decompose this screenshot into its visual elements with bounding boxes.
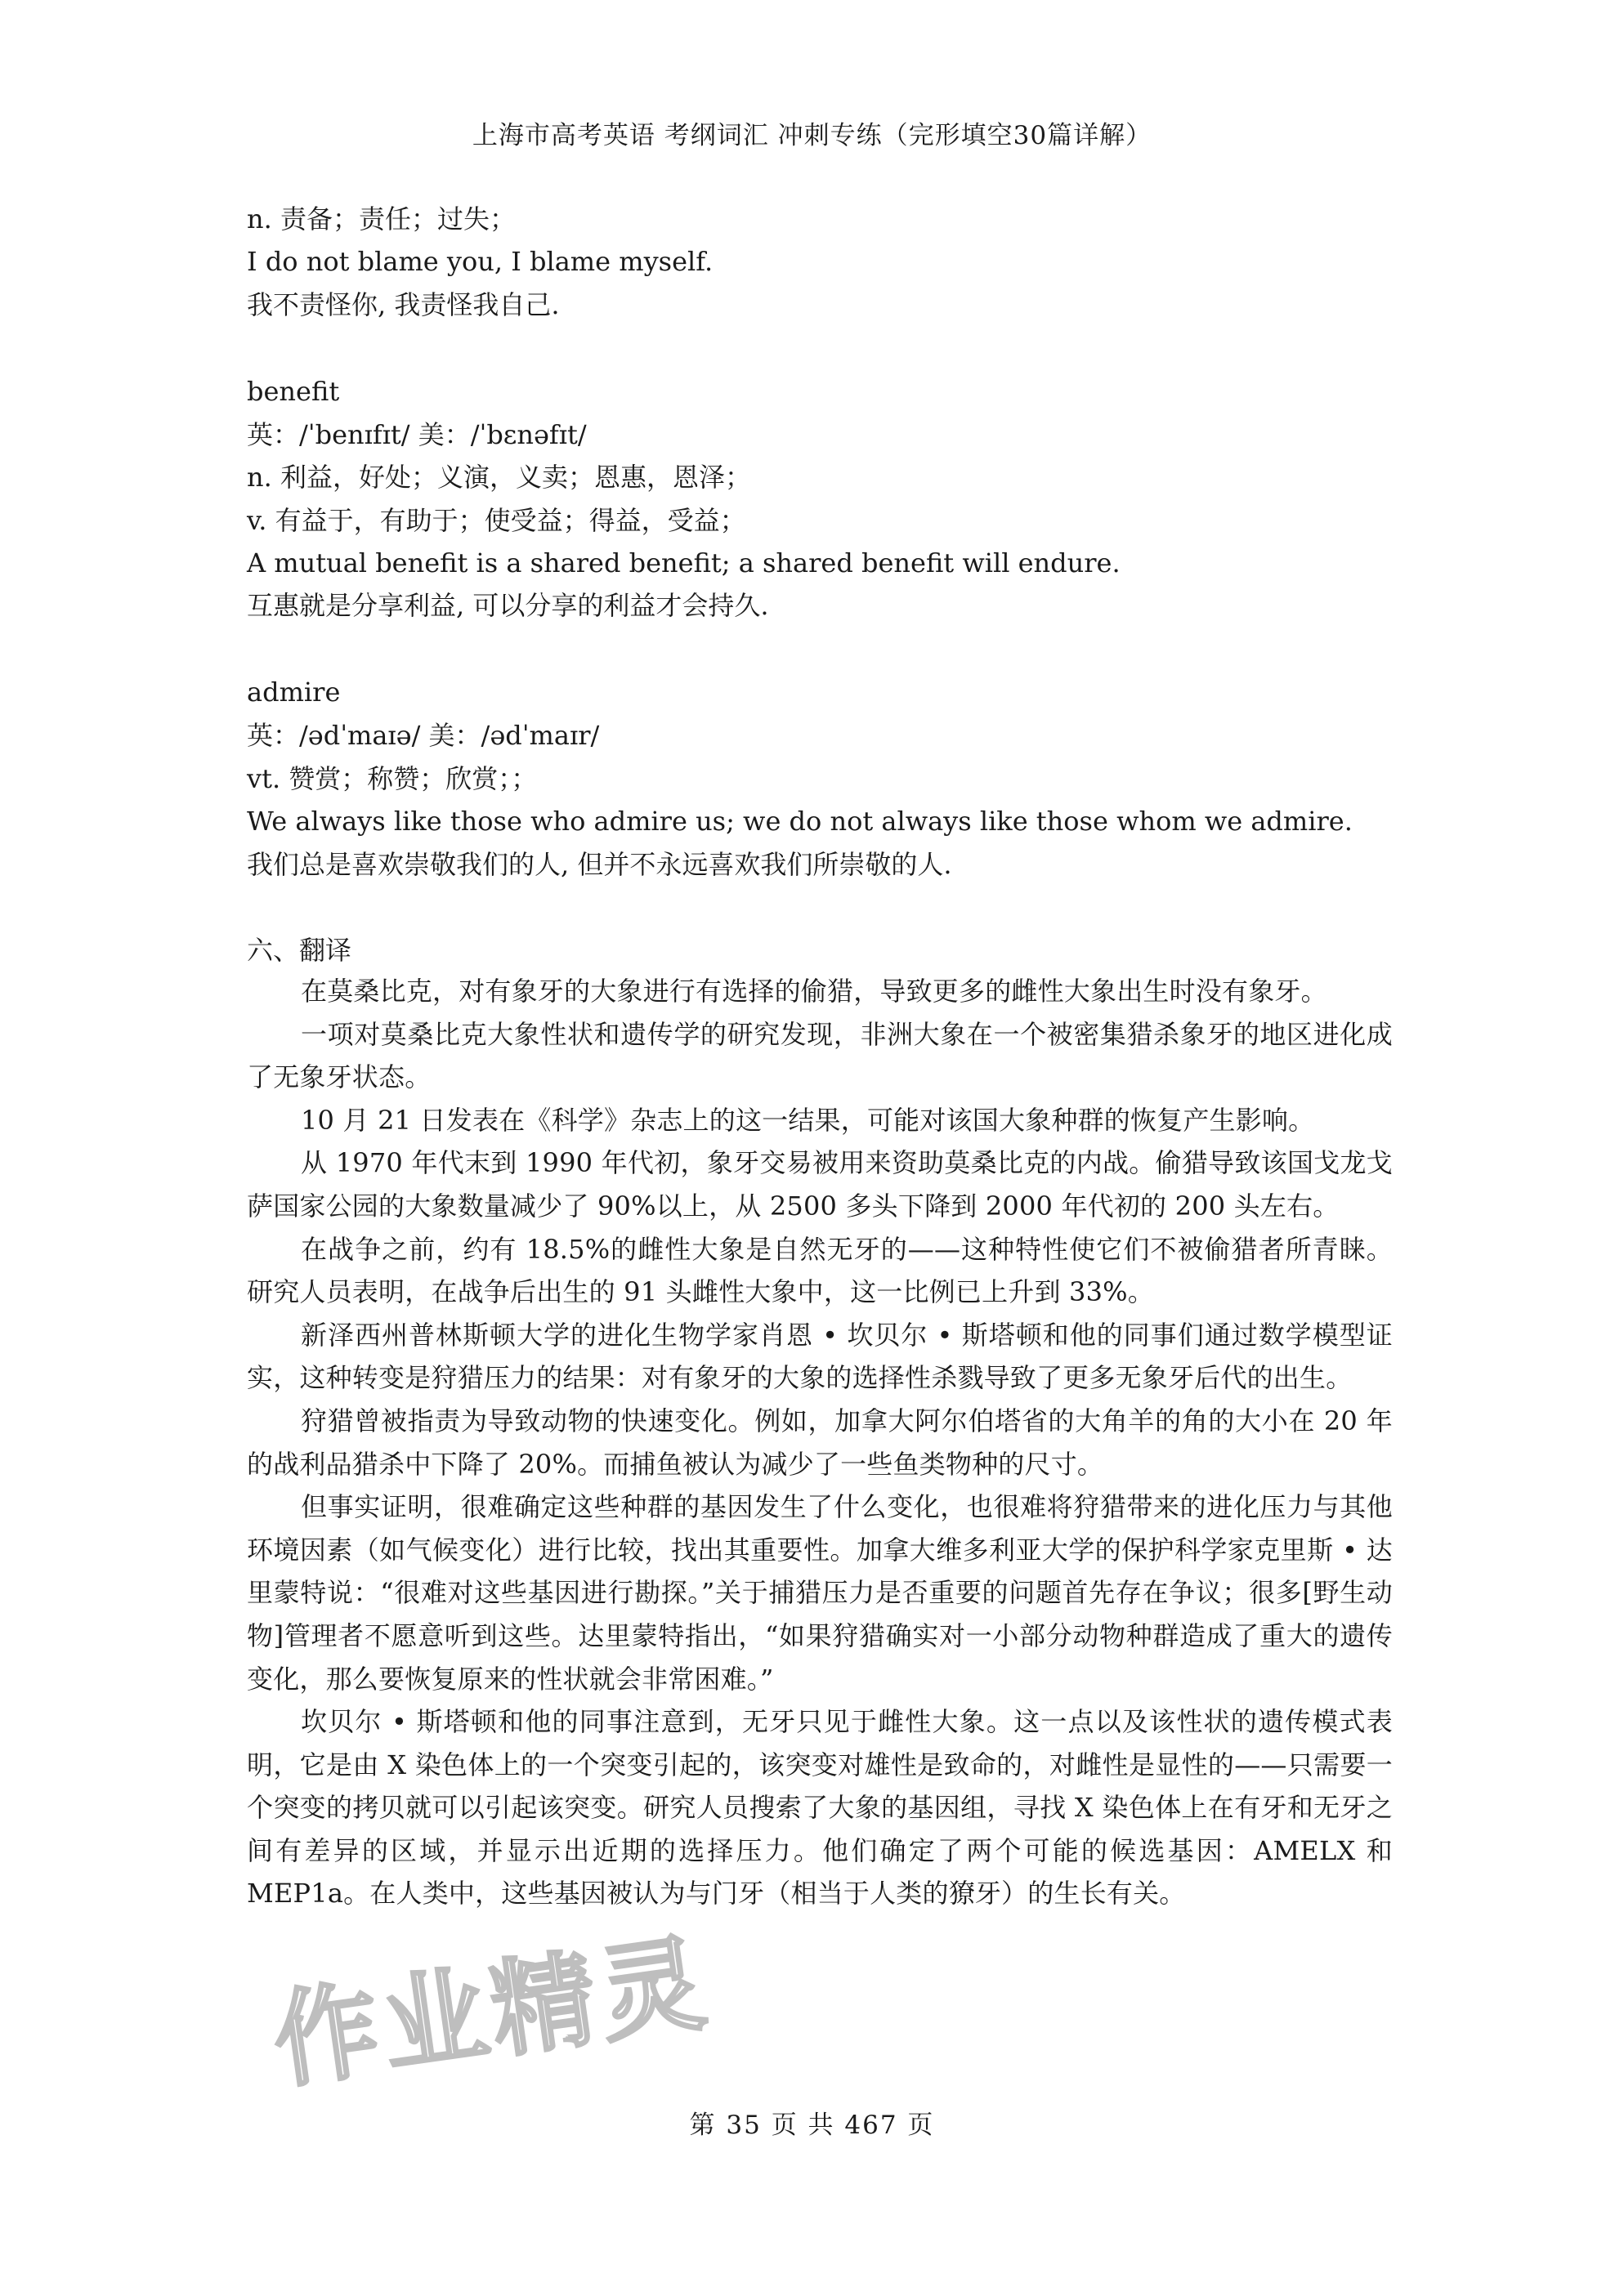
translation-paragraph: 从 1970 年代末到 1990 年代初，象牙交易被用来资助莫桑比克的内战。偷猎导致该国戈龙戈萨国家公园的大象数量减少了 90%以上，从 2500 多头下降到 2000 年代初的 200 头左右。 [247,1147,1393,1222]
blame-example-en: I do not blame you, I blame myself. [247,246,714,277]
translation-paragraph: 10 月 21 日发表在《科学》杂志上的这一结果，可能对该国大象种群的恢复产生影响。 [301,1104,1315,1136]
blame-example-zh: 我不责怪你, 我责怪我自己. [247,289,560,320]
watermark-logo: 作业精灵 [266,1922,718,2104]
translation-paragraph: 一项对莫桑比克大象性状和遗传学的研究发现，非洲大象在一个被密集猎杀象牙的地区进化成了无象牙状态。 [247,1018,1393,1093]
translation-paragraph: 坎贝尔 • 斯塔顿和他的同事注意到，无牙只见于雌性大象。这一点以及该性状的遗传模式表明，它是由 X 染色体上的一个突变引起的，该突变对雄性是致命的，对雌性是显性的——只需要一个突变的拷贝就可以引起该突变。研究人员搜索了大象的基因组，寻找 X 染色体上在有牙和无牙之间有差异的区域，并显示出近期的选择压力。他们确定了两个可能的候选基因：AMELX 和 MEP1a。在人类中，这些基因被认为与门牙（相当于人类的獠牙）的生长有关。 [247,1706,1393,1910]
benefit-example-zh: 互惠就是分享利益, 可以分享的利益才会持久. [247,590,769,621]
admire-example-en: We always like those who admire us; we do not always like those whom we admire. [247,806,1353,837]
page-number: 第 35 页 共 467 页 [689,2111,935,2140]
translation-body [247,970,1393,1915]
page-header: 上海市高考英语 考纲词汇 冲刺专练（完形填空30篇详解） [472,121,1152,150]
translation-paragraph: 在战争之前，约有 18.5%的雌性大象是自然无牙的——这种特性使它们不被偷猎者所青睐。研究人员表明，在战争后出生的 91 头雌性大象中，这一比例已上升到 33%。 [247,1233,1393,1308]
admire-meaning-vt: vt. 赞赏；称赞；欣赏；； [247,763,538,794]
benefit-meaning-n: n. 利益，好处；义演，义卖；恩惠，恩泽； [247,462,751,493]
translation-paragraph: 新泽西州普林斯顿大学的进化生物学家肖恩 • 坎贝尔 • 斯塔顿和他的同事们通过数学模型证实，这种转变是狩猎压力的结果：对有象牙的大象的选择性杀戮导致了更多无象牙后代的出生。 [247,1319,1393,1394]
translation-paragraph: 但事实证明，很难确定这些种群的基因发生了什么变化，也很难将狩猎带来的进化压力与其他环境因素（如气候变化）进行比较，找出其重要性。加拿大维多利亚大学的保护科学家克里斯 • 达里蒙特说：“很难对这些基因进行勘探。”关于捕猎压力是否重要的问题首先存在争议；很多[野生动物]管理者不愿意听到这些。达里蒙特指出，“如果狩猎确实对一小部分动物种群造成了重大的遗传变化，那么要恢复原来的性状就会非常困难。” [247,1491,1393,1695]
translation-heading: 六、翻译 [247,935,352,966]
translation-paragraph: 狩猎曾被指责为导致动物的快速变化。例如，加拿大阿尔伯塔省的大角羊的角的大小在 20 年的战利品猎杀中下降了 20%。而捕鱼被认为减少了一些鱼类物种的尺寸。 [247,1405,1393,1480]
admire-phonetic: 英：/ədˈmaɪə/ 美：/ədˈmaɪr/ [247,720,600,751]
benefit-example-en: A mutual benefit is a shared benefit; a shared benefit will endure. [247,547,1121,578]
blame-meaning-n: n. 责备；责任；过失； [247,203,516,235]
admire-example-zh: 我们总是喜欢崇敬我们的人, 但并不永远喜欢我们所崇敬的人. [247,849,952,880]
admire-word: admire [247,677,341,708]
benefit-word: benefit [247,376,340,407]
translation-paragraph: 在莫桑比克，对有象牙的大象进行有选择的偷猎，导致更多的雌性大象出生时没有象牙。 [301,976,1327,1007]
benefit-phonetic: 英：/ˈbenɪfɪt/ 美：/ˈbɛnəfɪt/ [247,419,587,450]
benefit-meaning-v: v. 有益于，有助于；使受益；得益，受益； [247,505,746,536]
